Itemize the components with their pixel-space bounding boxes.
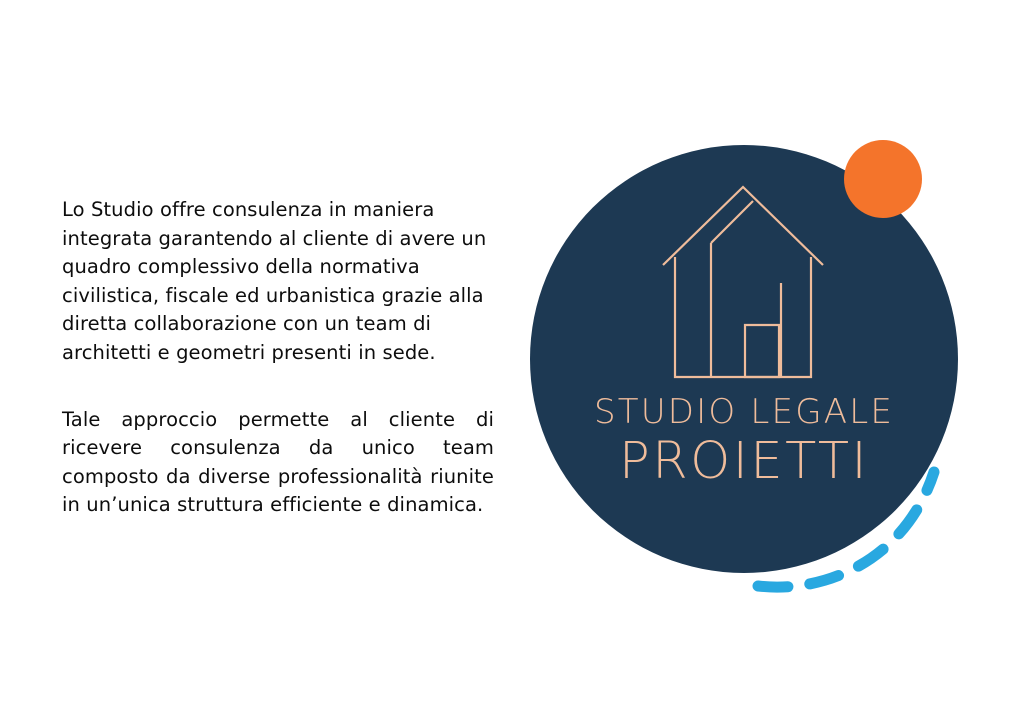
- logo-line-studio-legale: STUDIO LEGALE: [593, 392, 895, 432]
- logo-line-proietti: PROIETTI: [618, 432, 870, 491]
- orange-accent-circle: [844, 140, 922, 218]
- paragraph-1: Lo Studio offre consulenza in maniera integrata garantendo al cliente di avere un quadro complessivo della normativa civilistica, fiscale ed urbanistica grazie alla diretta collaborazione con un team di architetti e geometri presenti in sede.: [62, 198, 487, 364]
- logo-composition: [520, 120, 990, 620]
- blue-dashed-arc: [738, 408, 978, 608]
- paragraph-2: Tale approccio permette al cliente di ricevere consulenza da unico team composto da diverse professionalità riunite in un’unica struttura efficiente e dinamica.: [62, 407, 494, 517]
- body-text-block: [62, 196, 494, 520]
- house-outline-icon: [653, 165, 833, 393]
